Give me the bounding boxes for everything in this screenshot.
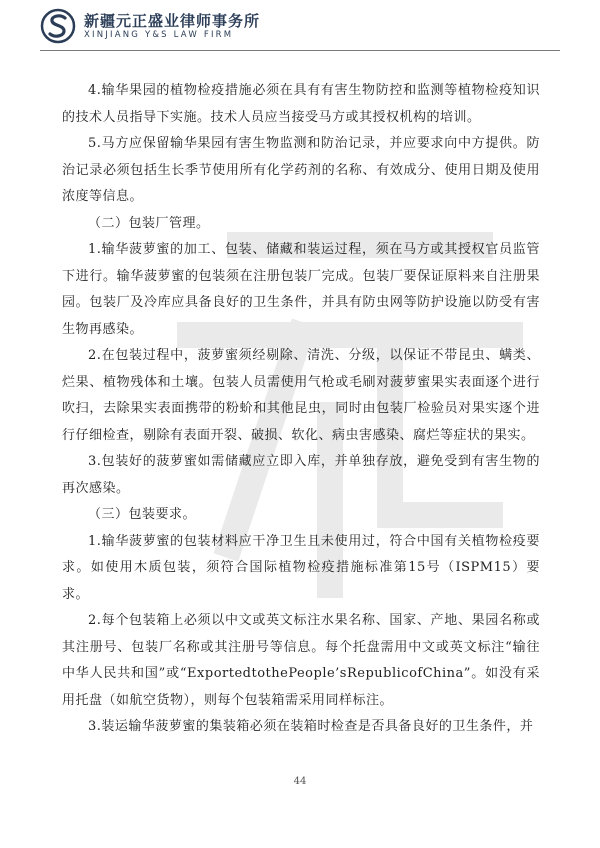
section-heading: （二）包装厂管理。 — [88, 215, 210, 231]
firm-name — [84, 12, 260, 41]
firm-name-cn: 新疆元正盛业律师事务所 — [84, 11, 261, 30]
paragraph: 5.马方应保留输华果园有害生物监测和防治记录，并应要求向中方提供。防治记录必须包括生长季节使用所有化学药剂的名称、有效成分、使用日期及使用浓度等信息。 — [62, 136, 540, 204]
paragraph: 2.在包装过程中，菠萝蜜须经剔除、清洗、分级，以保证不带昆虫、螨类、烂果、植物残体和土壤。包装人员需使用气枪或毛刷对菠萝蜜果实表面逐个进行吹扫，去除果实表面携带的粉蚧和其他昆虫，同时由包装厂检验员对果实逐个进行仔细检查，剔除有表面开裂、破损、软化、病虫害感染、腐烂等症状的果实。 — [62, 348, 540, 443]
paragraph: 3.装运输华菠萝蜜的集装箱必须在装箱时检查是否具备良好的卫生条件，并 — [88, 719, 534, 734]
paragraph: 1.输华菠萝蜜的加工、包装、储藏和装运过程，须在马方或其授权官员监管下进行。输华菠萝蜜的包装须在注册包装厂完成。包装厂要保证原料来自注册果园。包装厂及冷库应具备良好的卫生条件，并具有防虫网等防护设施以防受有害生物再感染。 — [62, 242, 540, 337]
firm-name-en: XINJIANG Y&S LAW FIRM — [84, 29, 234, 40]
paragraph: 4.输华果园的植物检疫措施必须在具有有害生物防控和监测等植物检疫知识的技术人员指导下实施。技术人员应当接受马方或其授权机构的培训。 — [62, 83, 540, 125]
paragraph: 1.输华菠萝蜜的包装材料应干净卫生且未使用过，符合中国有关植物检疫要求。如使用木质包装，须符合国际植物检疫措施标准第15号（ISPM15）要求。 — [62, 533, 540, 602]
page-header — [40, 6, 260, 46]
paragraph: 2.每个包装箱上必须以中文或英文标注水果名称、国家、产地、果园名称或其注册号、包装厂名称或其注册号等信息。每个托盘需用中文或英文标注“输往中华人民共和国”或“ExportedtothePeople’sRepublicofChina”。如没有采用托盘（如航空货物），则每个包装箱需采用同样标注。 — [62, 613, 540, 708]
ys-logo-icon — [40, 8, 76, 44]
section-heading: （三）包装要求。 — [88, 507, 197, 522]
header-divider — [40, 50, 560, 51]
page-number: 44 — [293, 776, 307, 787]
document-body — [62, 78, 540, 741]
paragraph: 3.包装好的菠萝蜜如需储藏应立即入库，并单独存放，避免受到有害生物的再次感染。 — [62, 454, 540, 496]
